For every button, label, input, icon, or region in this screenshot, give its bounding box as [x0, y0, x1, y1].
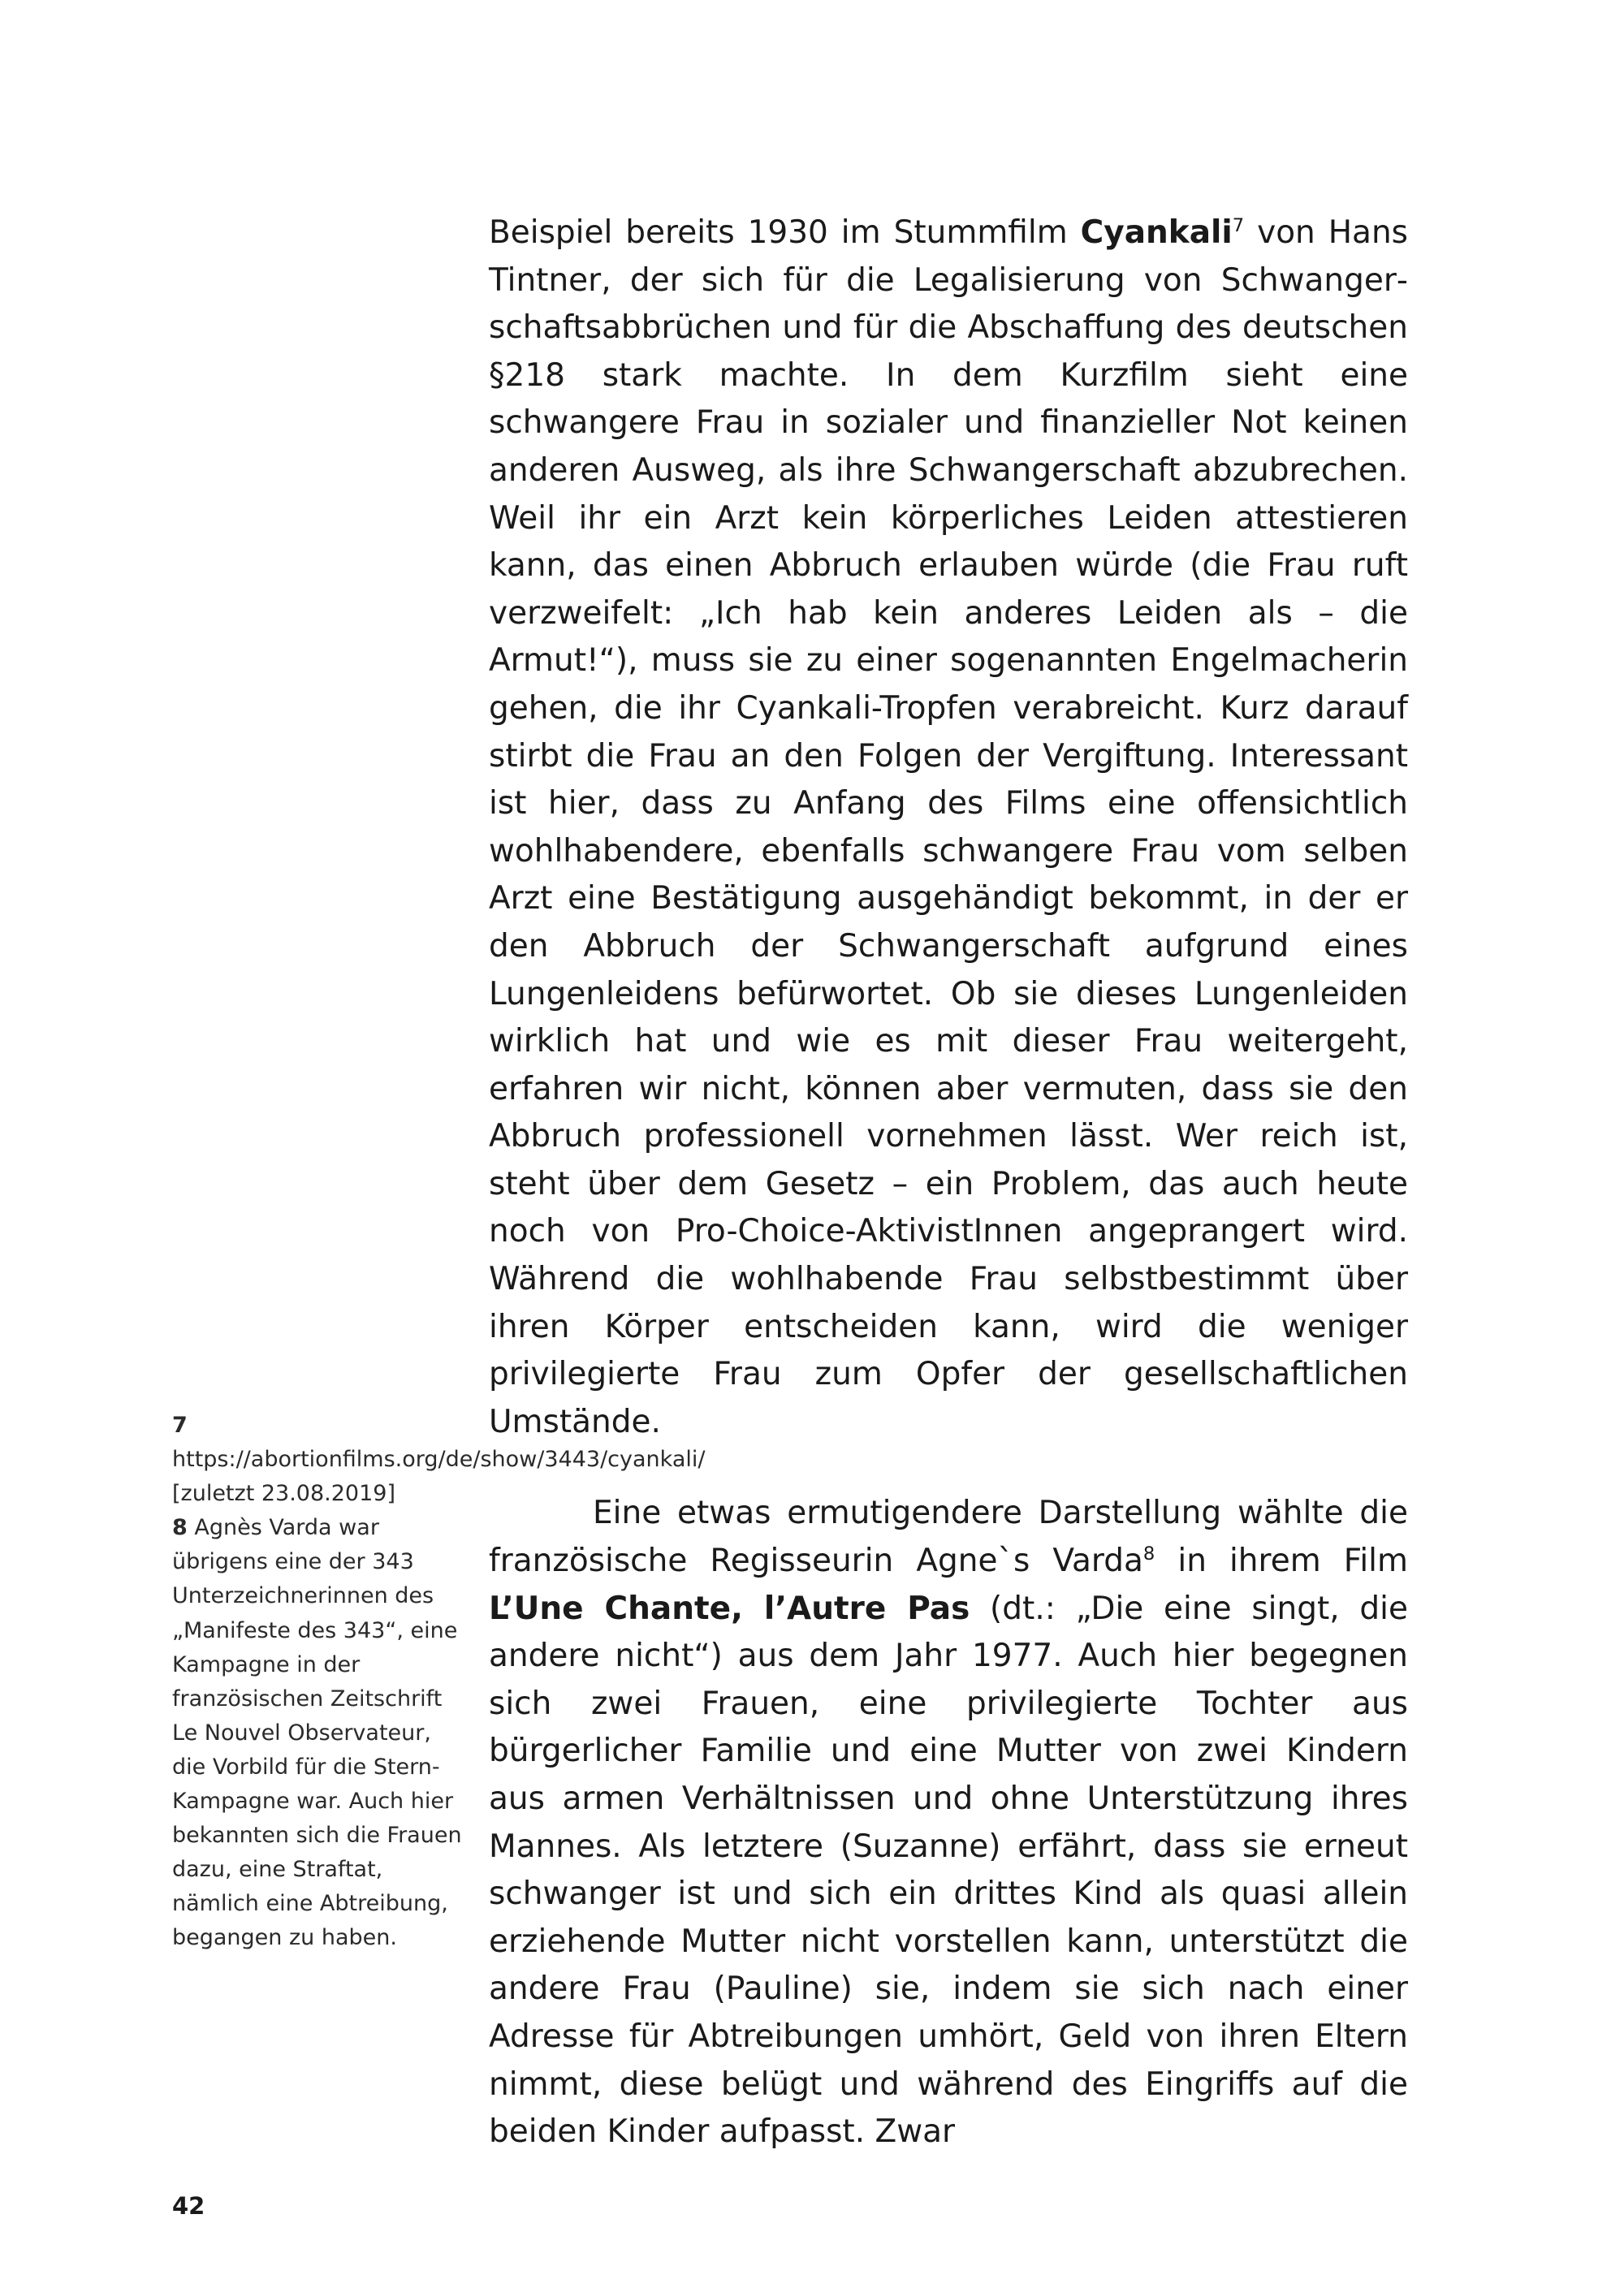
film-title-cyankali: Cyankali — [1080, 214, 1233, 251]
footnote-ref-7: 7 — [1232, 215, 1245, 236]
film-title-lune-chante: L’Une Chante, l’Autre Pas — [489, 1590, 970, 1627]
paragraph-cyankali — [489, 209, 1408, 1446]
footnote-number: 7 — [172, 1413, 188, 1438]
footnote-number: 8 — [172, 1515, 188, 1541]
paragraph-text: Beispiel bereits 1930 im Stummfilm — [489, 214, 1081, 251]
paragraph-text: in ihrem Film — [1155, 1543, 1408, 1580]
footnote-8 — [172, 1511, 464, 1955]
page-number: 42 — [172, 2192, 205, 2220]
footnote-7 — [172, 1409, 706, 1511]
paragraph-text: (dt.: „Die eine singt, die andere nicht“) aus dem Jahr 1977. Auch hier begegnen sich zwei Frauen, eine privilegierte Tochter aus bürgerlicher Familie und eine Mutter von zwei Kindern aus armen Verhältnissen und ohne Unterstützung ihres Mannes. Als letztere (Suzanne) erfährt, dass sie erneut schwanger ist und sich ein drittes Kind als quasi allein erziehende Mutter nicht vorstellen kann, unterstützt die andere Frau (Pauline) sie, indem sie sich nach einer Adresse für Abtreibungen umhört, Geld von ihren Eltern nimmt, diese belügt und während des Eingriffs auf die beiden Kinder aufpasst. Zwar — [489, 1590, 1408, 2151]
paragraph-varda — [489, 1490, 1408, 2156]
footnote-text: Agnès Varda war übrigens eine der 343 Unterzeichnerinnen des „Manifeste des 343“, eine Kampagne in der französischen Zeitschrift Le Nouvel Observateur, die Vorbild für die Stern-Kampagne war. Auch hier bekannten sich die Frauen dazu, eine Straftat, nämlich eine Abtreibung, begangen zu haben. — [172, 1515, 462, 1951]
paragraph-text: Eine etwas ermutigendere Darstellung wählte die französische Regisseurin Agne`s Varda — [489, 1495, 1408, 1580]
footnotes-column — [172, 1409, 706, 1956]
main-text-column — [489, 209, 1408, 2156]
paragraph-text: von Hans Tintner, der sich für die Legalisierung von Schwangerschaftsabbrüchen und für die Abschaffung des deutschen §218 stark machte. In dem Kurzfilm sieht eine schwangere Frau in sozialer und finanzieller Not keinen anderen Ausweg, als ihre Schwangerschaft abzubrechen. Weil ihr ein Arzt kein körperliches Leiden attestieren kann, das einen Abbruch erlauben würde (die Frau ruft verzweifelt: „Ich hab kein anderes Leiden als – die Armut!“), muss sie zu einer sogenannten Engelmacherin gehen, die ihr Cyankali-Tropfen verabreicht. Kurz darauf stirbt die Frau an den Folgen der Vergiftung. Interessant ist hier, dass zu Anfang des Films eine offensichtlich wohlhabendere, ebenfalls schwangere Frau vom selben Arzt eine Bestätigung ausgehändigt bekommt, in der er den Abbruch der Schwangerschaft aufgrund eines Lungenleidens befürwortet. Ob sie dieses Lungenleiden wirklich hat und wie es mit dieser Frau weitergeht, erfahren wir nicht, können aber vermuten, dass sie den Abbruch professionell vornehmen lässt. Wer reich ist, steht über dem Gesetz – ein Problem, das auch heute noch von Pro-Choice-AktivistInnen angeprangert wird. Während die wohlhabende Frau selbstbestimmt über ihren Körper entscheiden kann, wird die weniger privilegierte Frau zum Opfer der gesellschaftlichen Umstände. — [489, 214, 1408, 1440]
footnote-text: https://abortionfilms.org/de/show/3443/cyankali/ [zuletzt 23.08.2019] — [172, 1447, 706, 1507]
footnote-ref-8: 8 — [1142, 1543, 1155, 1565]
